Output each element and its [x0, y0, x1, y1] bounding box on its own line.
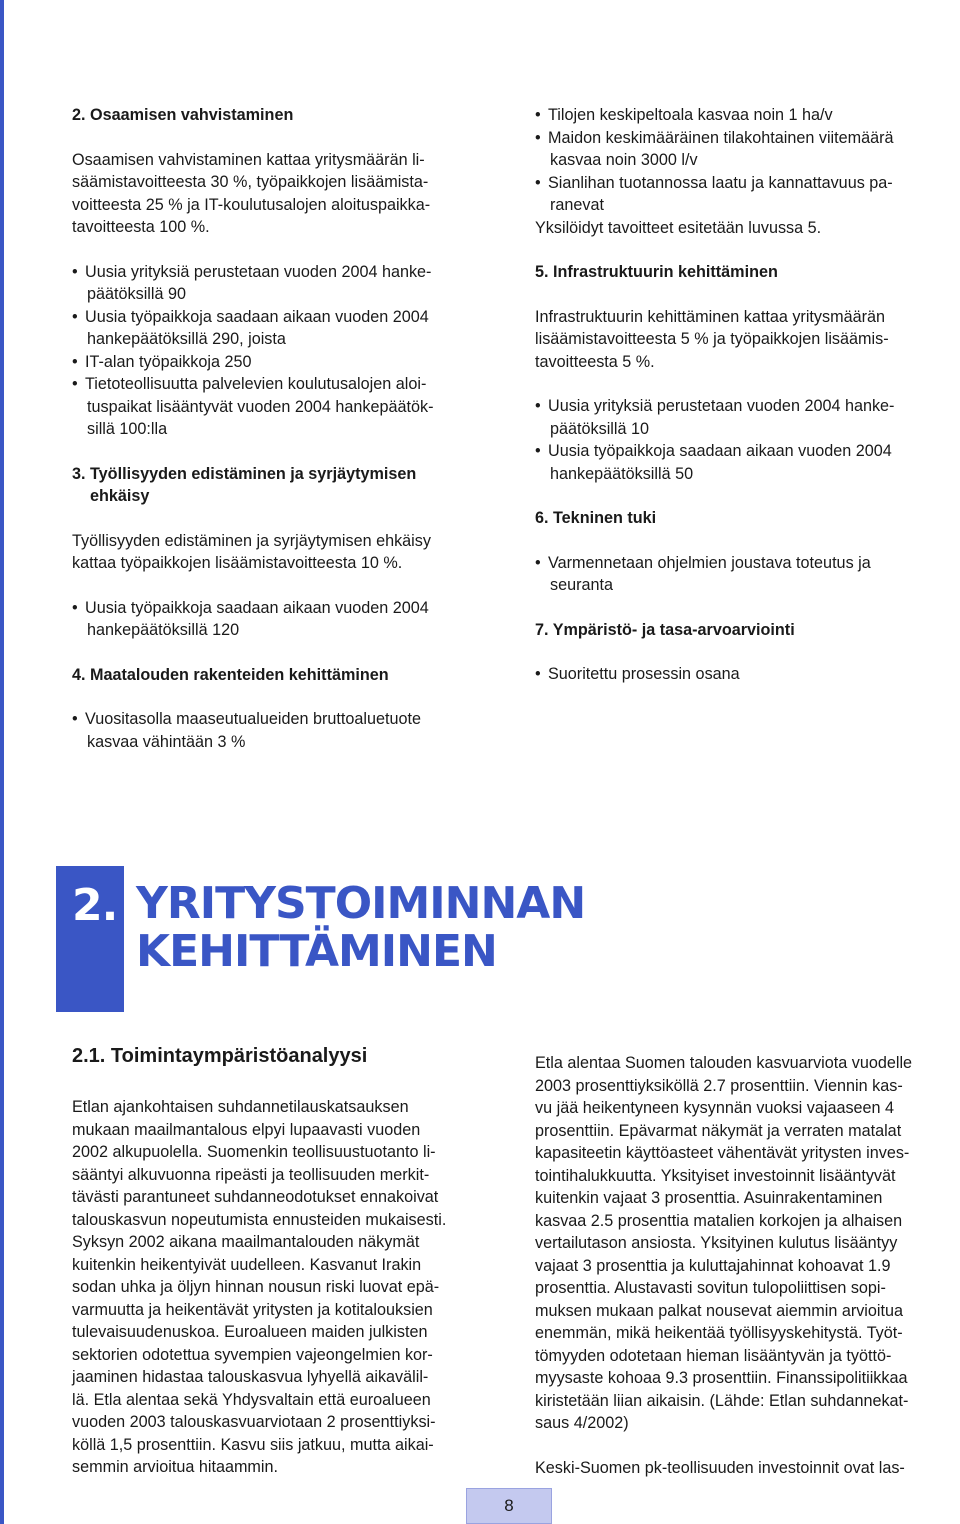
list-item: • Uusia yrityksiä perustetaan vuoden 2004 hanke- päätöksillä 10 [535, 397, 895, 438]
section-2-bullet-list [72, 261, 502, 441]
section-2-1-left-text: Etlan ajankohtaisen suhdannetilauskatsauksen mukaan maailmantalous elpyi lupaavasti vuoden 2002 alkupuolella. Suomenkin teollisuustuotanto li- sääntyi alkuvuonna ripeästi ja teollisuuden merkit- tävästi parantuneet suhdanneodotukset ennakoivat talouskasvun nopeutumista ennusteiden mukaisesti. Syksyn 2002 aikana maailmantalouden näkymät kuitenkin heikentyivät uudelleen. Kasvanut Irakin sodan uhka ja öljyn hinnan nousun riski luovat epä- varmuutta ja heikentävät yritysten ja kotitalouksien tulevaisuudenuskoa. Euroalueen maiden julkisten sektorien odotettua syvempien vajeongelmien kor- jaaminen hidastaa talouskasvua lyhyellä aikavälil- lä. Etla alentaa sekä Yhdysvaltain että euroalueen vuoden 2003 talouskasvuarviotaan 2 prosenttiyksi- köllä 1,5 prosenttiin. Kasvu siis jatkuu, mutta aikai- semmin arvioitua hitaammin. [72, 1098, 447, 1476]
list-item: • IT-alan työpaikkoja 250 [72, 352, 252, 371]
list-item: • Maidon keskimääräinen tilakohtainen viitemäärä kasvaa noin 3000 l/v [535, 128, 894, 169]
list-item: • Tilojen keskipeltoala kasvaa noin 1 ha/v [535, 106, 833, 124]
right-column [535, 104, 960, 708]
section-2-heading: 2. Osaamisen vahvistaminen [72, 106, 294, 124]
section-4-bullet-list [72, 708, 502, 753]
list-item: • Varmennetaan ohjelmien joustava toteutus ja seuranta [535, 553, 871, 594]
list-item: • Tietoteollisuutta palvelevien koulutusalojen aloi- tuspaikat lisääntyvät vuoden 2004 hankepäätök- sillä 100:lla [72, 375, 434, 438]
section-5-heading: 5. Infrastruktuurin kehittäminen [535, 263, 778, 281]
section-2-1-heading: 2.1. Toimintaympäristöanalyysi [72, 1045, 368, 1067]
top-bullet-list [535, 104, 960, 217]
chapter-number: 2. [72, 880, 118, 931]
list-item: • Suoritettu prosessin osana [535, 665, 740, 683]
section-2-1-right-text: Etla alentaa Suomen talouden kasvuarviota vuodelle 2003 prosenttiyksiköllä 2.7 prosenttiin. Viennin kas- vu jää heikentyneen kysynnän vuoksi vajaaseen 4 prosenttiin. Epävarmat näkymät ja verraten matalat kapasiteetin käyttöasteet vähentävät yritysten inves- tointihalukkuutta. Yksityiset investoinnit lisääntyvät kuitenkin vajaat 3 prosenttia. Asuinrakentaminen kasvaa 2.5 prosenttia matalien korkojen ja alhaisen vertailutason ansiosta. Yksityinen kulutus lisääntyy vajaat 3 prosenttia ja kuluttajahinnat kohoavat 1.9 prosenttia. Alustavasti sovitun tulopoliittisen sopi- muksen mukaan palkat nousevat aiemmin arvioitua enemmän, mikä heikentää työllisyyskehitystä. Työt- tömyyden odotetaan hieman lisääntyvän ja työttö- myysaste kohoaa 9.3 prosenttiin. Finanssipolitiikkaa kiristetään liian aikaisin. (Lähde: Etlan suhdannekat- saus 4/2002) Keski-Suomen pk-teollisuuden investoinnit ovat las- [535, 1054, 913, 1477]
section-3-bullet-list [72, 597, 502, 642]
page-number: 8 [466, 1488, 552, 1524]
section-3-heading: 3. Työllisyyden edistäminen ja syrjäytymisen ehkäisy [72, 464, 417, 505]
section-7-bullet-list [535, 663, 960, 686]
list-item: • Uusia yrityksiä perustetaan vuoden 2004 hanke- päätöksillä 90 [72, 262, 432, 303]
list-item: • Uusia työpaikkoja saadaan aikaan vuoden 2004 hankepäätöksillä 120 [72, 598, 429, 639]
section-2-paragraph: Osaamisen vahvistaminen kattaa yritysmäärän li- säämistavoitteesta 30 %, työpaikkojen lisäämista- voitteesta 25 % ja IT-koulutusalojen aloituspaikka- tavoitteesta 100 %. [72, 150, 431, 236]
section-6-heading: 6. Tekninen tuki [535, 509, 657, 527]
section-5-paragraph: Infrastruktuurin kehittäminen kattaa yritysmäärän lisäämistavoitteesta 5 % ja työpaikkojen lisäämis- tavoitteesta 5 %. [535, 307, 889, 371]
section-3-paragraph: Työllisyyden edistäminen ja syrjäytymisen ehkäisy kattaa työpaikkojen lisäämistavoitteesta 10 %. [72, 531, 431, 572]
list-item: • Uusia työpaikkoja saadaan aikaan vuoden 2004 hankepäätöksillä 290, joista [72, 307, 429, 348]
section-7-heading: 7. Ympäristö- ja tasa-arvoarviointi [535, 620, 795, 639]
list-item: • Uusia työpaikkoja saadaan aikaan vuoden 2004 hankepäätöksillä 50 [535, 442, 892, 483]
section-4-heading: 4. Maatalouden rakenteiden kehittäminen [72, 665, 389, 684]
section-5-bullet-list [535, 395, 960, 485]
section-6-bullet-list [535, 552, 960, 597]
list-item: • Vuositasolla maaseutualueiden bruttoaluetuote kasvaa vähintään 3 % [72, 710, 421, 751]
targets-note: Yksilöidyt tavoitteet esitetään luvussa 5. [535, 218, 822, 237]
list-item: • Sianlihan tuotannossa laatu ja kannattavuus pa- ranevat [535, 173, 893, 214]
chapter-title: YRITYSTOIMINNAN KEHITTÄMINEN [136, 878, 586, 977]
left-column [72, 104, 502, 775]
left-margin-rule [0, 0, 4, 1524]
